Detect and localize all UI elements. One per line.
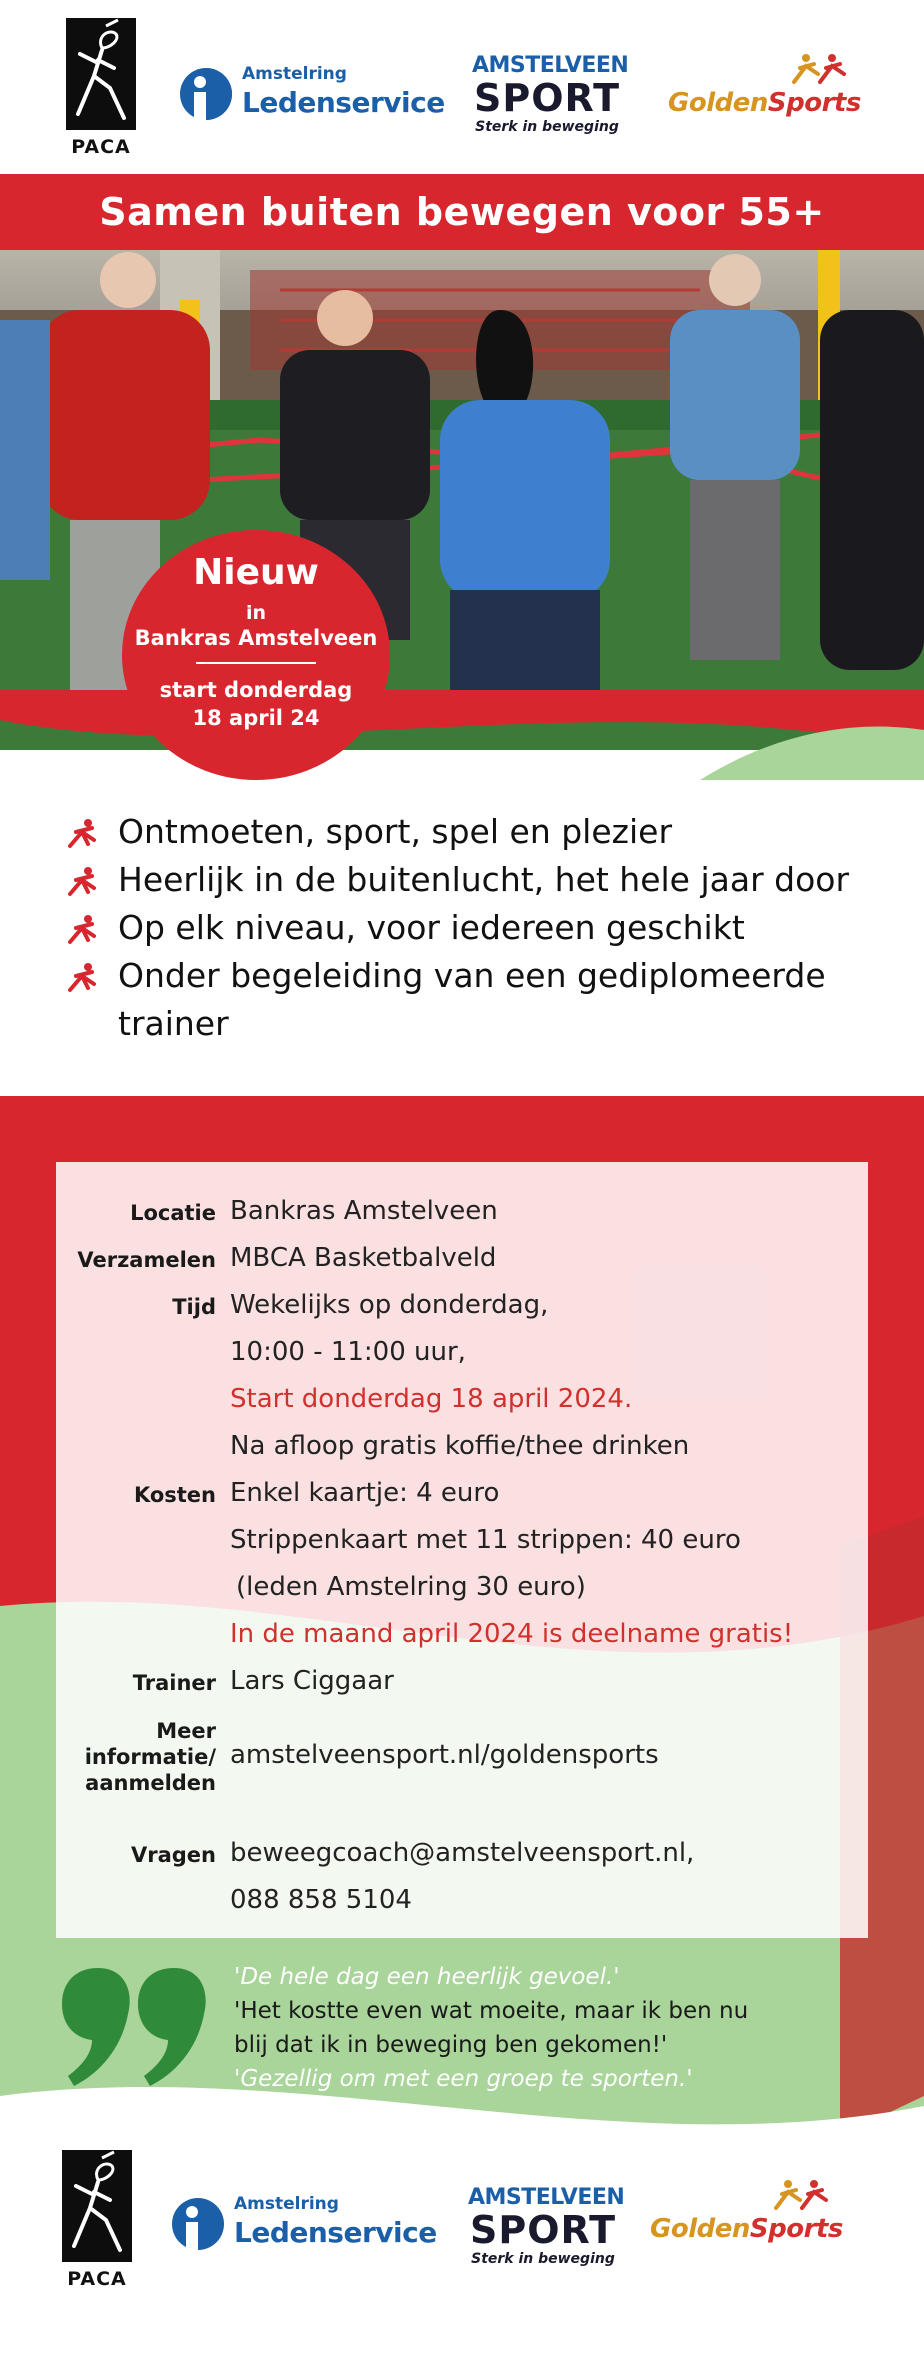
amstelveen-sport-l2: SPORT bbox=[470, 2208, 616, 2252]
runner-icon bbox=[66, 818, 102, 848]
quote-2b: blij dat ik in beweging ben gekomen!' bbox=[234, 2032, 668, 2058]
label-tijd: Tijd bbox=[172, 1295, 216, 1319]
email-link[interactable]: beweegcoach@amstelveensport.nl, bbox=[230, 1838, 695, 1868]
label-meer-informatie: Meer informatie/ aanmelden bbox=[84, 1719, 216, 1795]
value-meer-informatie[interactable]: amstelveensport.nl/goldensports bbox=[230, 1740, 659, 1770]
ledenservice-small: Amstelring bbox=[242, 64, 347, 84]
quote-1: 'De hele dag een heerlijk gevoel.' bbox=[234, 1964, 620, 1990]
info-card bbox=[56, 1162, 868, 1938]
ledenservice-big: Ledenservice bbox=[234, 2216, 437, 2249]
amstelveen-sport-logo bbox=[472, 53, 629, 144]
badge-nieuw: Nieuw bbox=[193, 552, 319, 593]
label-kosten: Kosten bbox=[133, 1483, 216, 1507]
ledenservice-icon bbox=[180, 68, 232, 120]
golden-runners-icon bbox=[770, 2178, 830, 2214]
amstelveen-sport-l3: Sterk in beweging bbox=[471, 2251, 615, 2267]
amstelveen-sport-l1: AMSTELVEEN bbox=[472, 53, 629, 78]
runner-icon bbox=[66, 914, 102, 944]
label-trainer: Trainer bbox=[132, 1671, 216, 1695]
feature-list bbox=[66, 808, 886, 1048]
quote-3: 'Gezellig om met een groep te sporten.' bbox=[234, 2066, 693, 2092]
ledenservice-big: Ledenservice bbox=[242, 86, 445, 119]
quote-2a: 'Het kostte even wat moeite, maar ik ben nu bbox=[234, 1998, 749, 2024]
list-item: Op elk niveau, voor iedereen geschikt bbox=[66, 904, 886, 952]
page-title: Samen buiten bewegen voor 55+ bbox=[99, 190, 825, 234]
runner-icon bbox=[66, 866, 102, 896]
bottom-logo-bar bbox=[0, 2130, 924, 2370]
value-kosten: Enkel kaartje: 4 euro Strippenkaart met 11 strippen: 40 euro (leden Amstelring 30 euro) In de maand april 2024 is deelname gratis! bbox=[230, 1478, 794, 1649]
value-verzamelen: MBCA Basketbalveld bbox=[230, 1243, 497, 1273]
amstelveen-sport-l3: Sterk in beweging bbox=[475, 119, 619, 135]
golden-sports-logo bbox=[668, 52, 861, 122]
list-item: Heerlijk in de buitenlucht, het hele jaar door bbox=[66, 856, 886, 904]
runner-icon bbox=[66, 962, 102, 992]
badge-start: start donderdag 18 april 24 bbox=[159, 678, 353, 730]
top-logo-bar bbox=[0, 0, 924, 160]
list-item: Ontmoeten, sport, spel en plezier bbox=[66, 808, 886, 856]
label-verzamelen: Verzamelen bbox=[77, 1248, 216, 1272]
paca-logo bbox=[52, 2150, 142, 2300]
ledenservice-logo bbox=[180, 64, 450, 124]
label-vragen: Vragen bbox=[130, 1843, 216, 1867]
value-locatie: Bankras Amstelveen bbox=[230, 1196, 498, 1226]
ledenservice-logo bbox=[172, 2194, 442, 2254]
ledenservice-icon bbox=[172, 2198, 224, 2250]
paca-text: PACA bbox=[71, 136, 131, 158]
value-trainer: Lars Ciggaar bbox=[230, 1666, 394, 1696]
amstelveen-sport-l2: SPORT bbox=[474, 76, 620, 120]
badge-location: Bankras Amstelveen bbox=[134, 626, 378, 650]
quote-mark-icon bbox=[62, 1968, 212, 2086]
golden-sports-text: GoldenSports bbox=[650, 2214, 843, 2244]
paca-text: PACA bbox=[67, 2268, 127, 2290]
new-location-badge bbox=[122, 530, 390, 780]
amstelveen-sport-logo bbox=[468, 2185, 625, 2276]
golden-runners-icon bbox=[788, 52, 848, 88]
ledenservice-small: Amstelring bbox=[234, 2194, 339, 2214]
phone-number: 088 858 5104 bbox=[230, 1885, 412, 1915]
value-vragen bbox=[230, 1830, 694, 1924]
paca-figure-icon bbox=[62, 2150, 132, 2262]
paca-logo bbox=[56, 18, 146, 168]
label-locatie: Locatie bbox=[130, 1201, 216, 1225]
title-band bbox=[0, 174, 924, 250]
badge-divider bbox=[196, 662, 316, 664]
badge-in: in bbox=[245, 602, 267, 624]
value-tijd: Wekelijks op donderdag, 10:00 - 11:00 uur, Start donderdag 18 april 2024. Na afloop gratis koffie/thee drinken bbox=[230, 1290, 690, 1461]
golden-sports-text: GoldenSports bbox=[668, 88, 861, 118]
list-item: Onder begeleiding van een gediplomeerde trainer bbox=[66, 952, 846, 1048]
testimonials bbox=[234, 1960, 894, 2096]
amstelveen-sport-l1: AMSTELVEEN bbox=[468, 2185, 625, 2210]
paca-figure-icon bbox=[66, 18, 136, 130]
golden-sports-logo bbox=[650, 2178, 843, 2248]
